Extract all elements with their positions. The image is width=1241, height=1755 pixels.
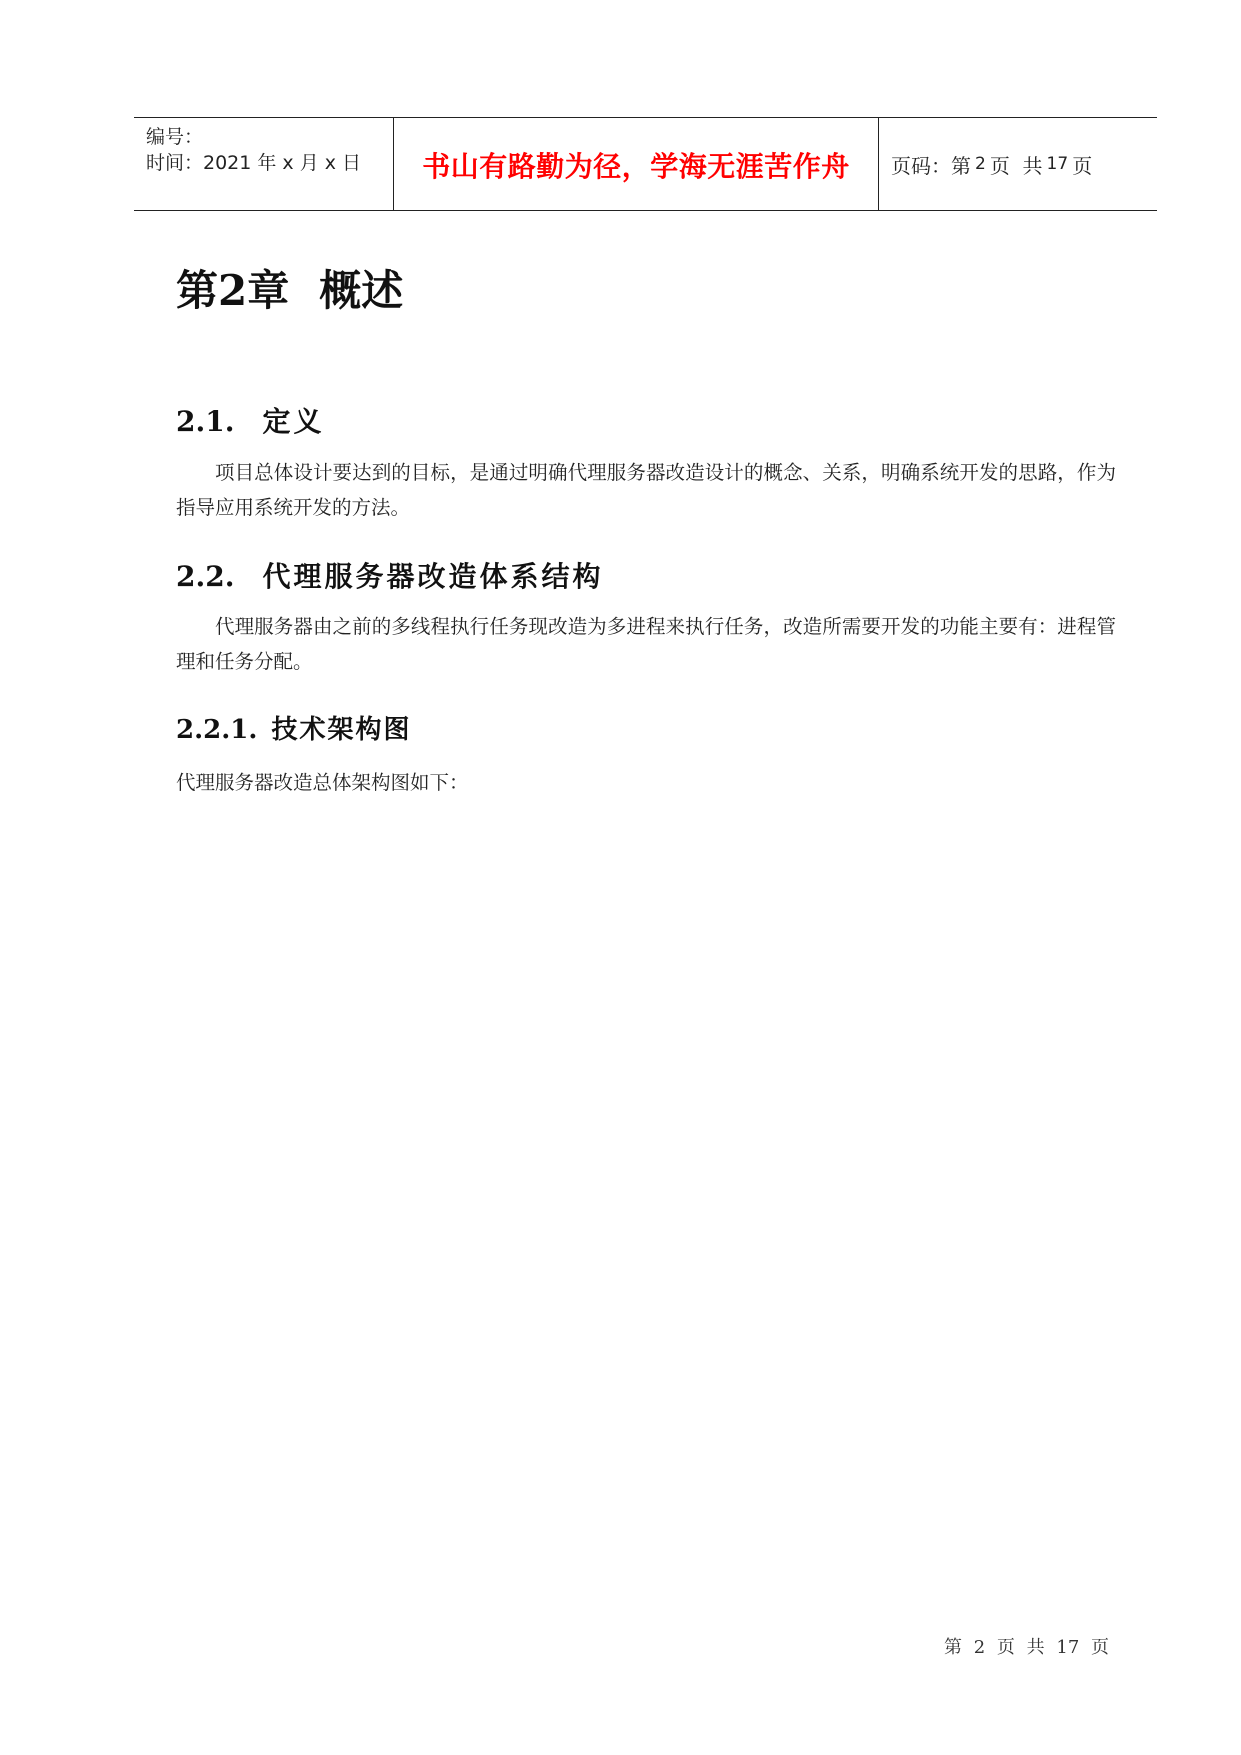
chapter-heading-text: 概述 [319,266,404,315]
page-current: 2 [975,154,986,174]
document-time-label: 时间：2021 年 x 月 x 日 [146,152,362,174]
chapter-number: 第2章 [176,266,290,315]
document-number-label: 编号： [146,126,204,148]
header-motto: 书山有路勤为径，学海无涯苦作舟 [422,150,850,183]
page-prefix: 页码：第 [891,153,971,178]
section-heading-2-2 [176,560,604,593]
section-number: 2.1. [176,405,235,438]
section-number: 2.2. [176,560,235,593]
section-title: 代理服务器改造体系结构 [262,560,604,593]
subsection-body: 代理服务器改造总体架构图如下： [176,771,469,794]
page-suffix: 页 [1072,153,1093,178]
subsection-title: 技术架构图 [271,715,412,745]
page-total: 17 [1046,154,1069,174]
section-heading-2-1 [176,405,325,438]
section-body-2-1: 项目总体设计要达到的目标，是通过明确代理服务器改造设计的概念、关系，明确系统开发的思路，作为指导应用系统开发的方法。 [176,461,1116,519]
section-body-2-2: 代理服务器由之前的多线程执行任务现改造为多进程来执行任务，改造所需要开发的功能主要有：进程管理和任务分配。 [176,615,1116,673]
subsection-heading-2-2-1 [176,717,411,743]
header-motto-cell [394,118,879,210]
page-header [134,117,1157,211]
section-title: 定义 [262,405,325,438]
page-footer: 第 2 页 共 17 页 [944,1637,1109,1658]
subsection-number: 2.2.1. [176,715,258,745]
header-info-cell [134,118,394,210]
chapter-title [176,266,404,315]
header-page-cell [879,118,1157,210]
page-middle: 页 共 [989,153,1043,178]
